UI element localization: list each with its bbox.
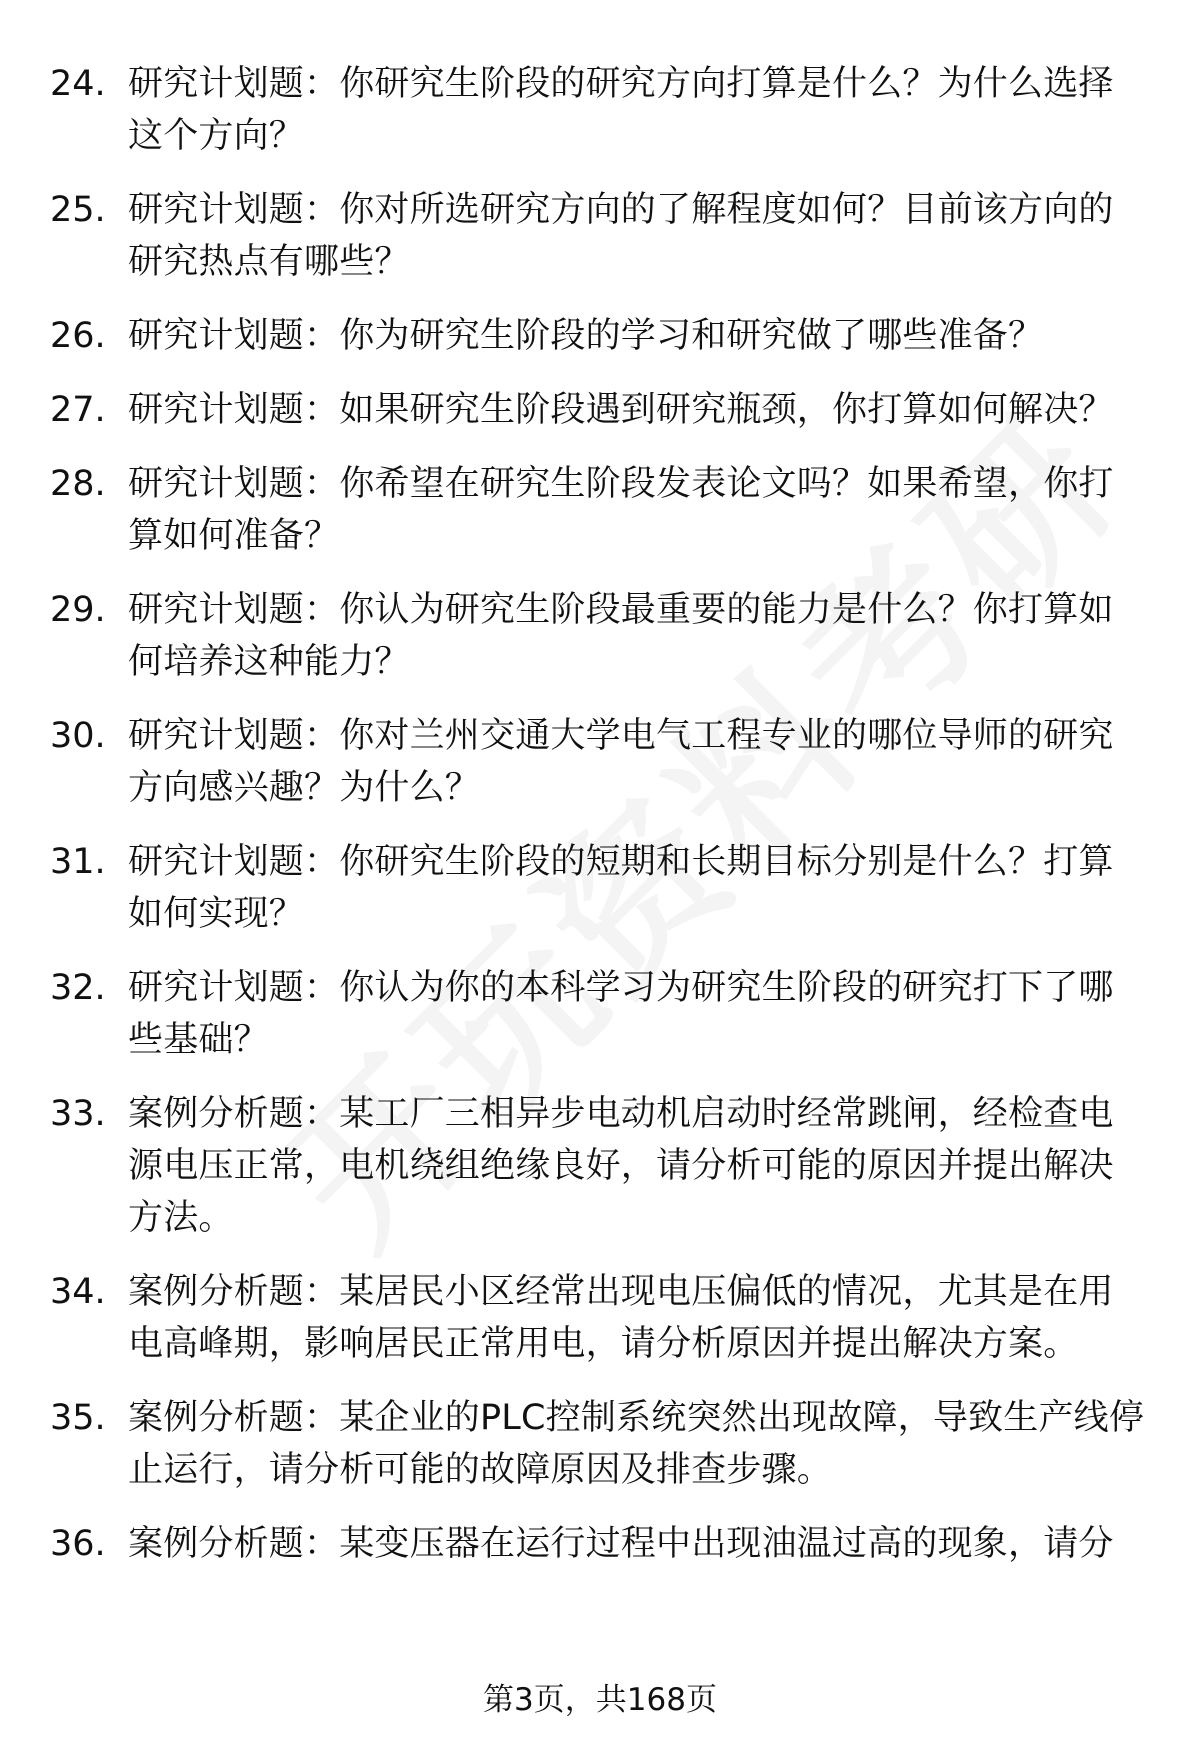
question-item: [50, 1392, 1150, 1496]
question-text: 案例分析题：某变压器在运行过程中出现油温过高的现象，请分: [128, 1524, 1114, 1564]
question-number: 26.: [50, 316, 106, 356]
question-number: 35.: [50, 1398, 106, 1438]
question-text: 研究计划题：你对兰州交通大学电气工程专业的哪位导师的研究方向感兴趣？为什么？: [128, 716, 1114, 808]
question-number: 36.: [50, 1524, 106, 1564]
question-text: 研究计划题：你对所选研究方向的了解程度如何？目前该方向的研究热点有哪些？: [128, 190, 1114, 282]
question-number: 25.: [50, 190, 106, 230]
question-item: [50, 184, 1150, 288]
question-list: [50, 58, 1150, 1592]
question-text: 研究计划题：你希望在研究生阶段发表论文吗？如果希望，你打算如何准备？: [128, 464, 1114, 556]
page-footer: 第3页，共168页: [483, 1682, 717, 1718]
question-item: [50, 962, 1150, 1066]
question-number: 24.: [50, 64, 106, 104]
question-text: 研究计划题：你研究生阶段的短期和长期目标分别是什么？打算如何实现？: [128, 842, 1114, 934]
question-item: [50, 384, 1150, 436]
question-item: [50, 58, 1150, 162]
question-text: 案例分析题：某工厂三相异步电动机启动时经常跳闸，经检查电源电压正常，电机绕组绝缘良好，请分析可能的原因并提出解决方法。: [128, 1094, 1114, 1238]
question-text: 案例分析题：某居民小区经常出现电压偏低的情况，尤其是在用电高峰期，影响居民正常用电，请分析原因并提出解决方案。: [128, 1272, 1114, 1364]
question-item: [50, 836, 1150, 940]
question-item: [50, 1518, 1150, 1570]
question-item: [50, 710, 1150, 814]
question-text: 研究计划题：你认为研究生阶段最重要的能力是什么？你打算如何培养这种能力？: [128, 590, 1114, 682]
question-number: 31.: [50, 842, 106, 882]
question-number: 33.: [50, 1094, 106, 1134]
question-item: [50, 1266, 1150, 1370]
question-item: [50, 310, 1150, 362]
question-text: 研究计划题：你为研究生阶段的学习和研究做了哪些准备？: [128, 316, 1044, 356]
question-text: 研究计划题：如果研究生阶段遇到研究瓶颈，你打算如何解决？: [128, 390, 1114, 430]
question-item: [50, 584, 1150, 688]
question-number: 34.: [50, 1272, 106, 1312]
question-text: 案例分析题：某企业的PLC控制系统突然出现故障，导致生产线停止运行，请分析可能的故障原因及排查步骤。: [128, 1398, 1145, 1490]
question-number: 30.: [50, 716, 106, 756]
question-item: [50, 1088, 1150, 1244]
question-text: 研究计划题：你研究生阶段的研究方向打算是什么？为什么选择这个方向？: [128, 64, 1114, 156]
question-number: 27.: [50, 390, 106, 430]
question-number: 29.: [50, 590, 106, 630]
question-item: [50, 458, 1150, 562]
question-number: 28.: [50, 464, 106, 504]
question-text: 研究计划题：你认为你的本科学习为研究生阶段的研究打下了哪些基础？: [128, 968, 1114, 1060]
question-number: 32.: [50, 968, 106, 1008]
